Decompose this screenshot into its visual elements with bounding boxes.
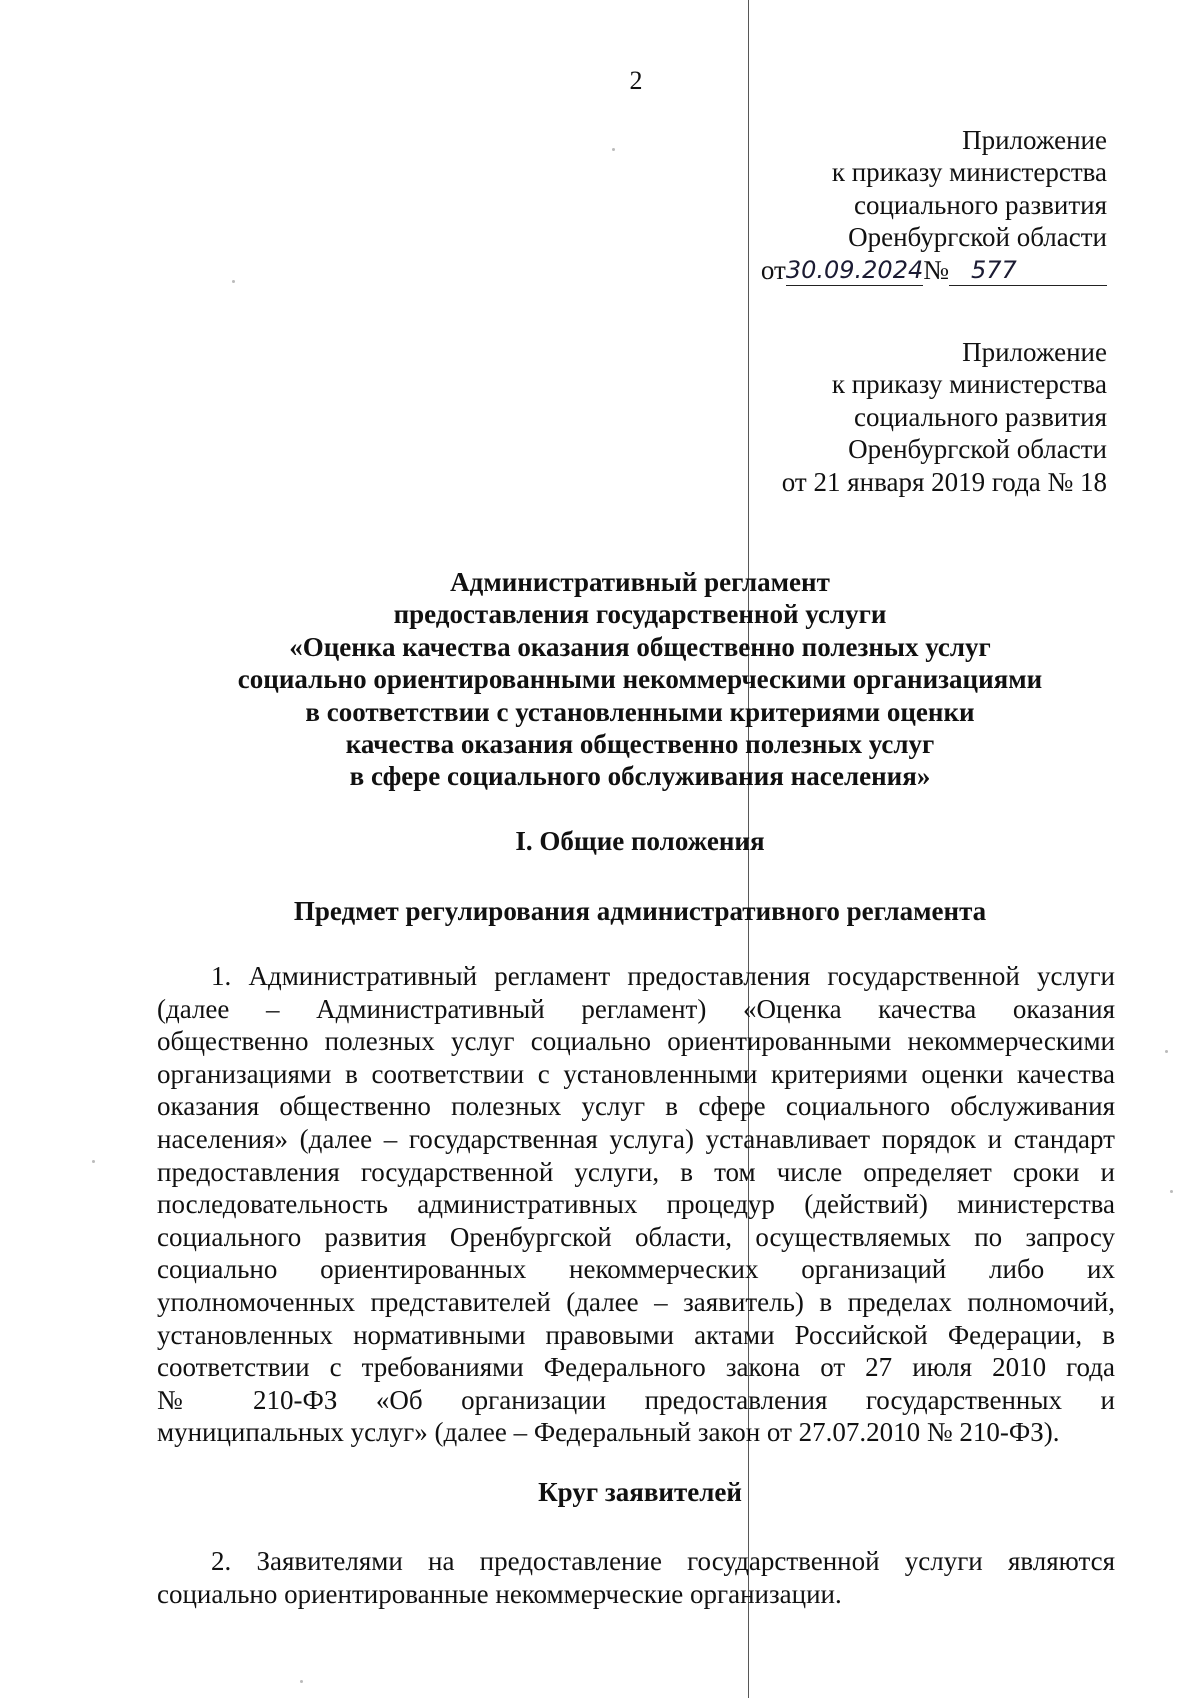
handwritten-date: 30.09.2024 — [785, 256, 924, 285]
paragraph-line: соответствии с требованиями Федерального закона от 27 июля 2010 года — [157, 1352, 1115, 1383]
appendix-block-original — [782, 336, 1107, 498]
paragraph-line: (далее – Административный регламент) «Оценка качества оказания — [157, 993, 1115, 1024]
title-line: в соответствии с установленными критериями оценки — [305, 696, 975, 727]
title-line: в сфере социального обслуживания населения» — [349, 761, 931, 792]
handwritten-order-number: 577 — [949, 255, 1107, 286]
number-label: № — [923, 254, 949, 285]
appendix-line: Приложение — [962, 125, 1107, 155]
scan-speck — [300, 1680, 303, 1683]
title-line: «Оценка качества оказания общественно полезных услуг — [289, 631, 991, 662]
paragraph-line: социально ориентированные некоммерческие организации. — [157, 1578, 842, 1609]
scan-speck — [1170, 1190, 1173, 1193]
subject-heading: Предмет регулирования административного регламента — [293, 896, 987, 926]
appendix-block-new — [761, 124, 1107, 286]
paragraph-line: общественно полезных услуг социально ориентированными некоммерческими — [157, 1026, 1115, 1057]
paragraph-2 — [157, 1545, 1115, 1610]
paragraph-line: установленных нормативными правовыми актами Российской Федерации, в — [157, 1319, 1115, 1350]
appendix-line: Приложение — [962, 337, 1107, 367]
paragraph-line: муниципальных услуг» (далее – Федеральный закон от 27.07.2010 № 210-ФЗ). — [157, 1417, 1060, 1448]
scan-speck — [92, 1160, 95, 1163]
title-line: Административный регламент — [450, 567, 830, 597]
paragraph-line: социального развития Оренбургской области, осуществляемых по запросу — [157, 1221, 1115, 1252]
paragraph-line: № 210-ФЗ «Об организации предоставления государственных и — [157, 1384, 1115, 1415]
paragraph-1 — [157, 960, 1115, 1449]
paragraph-line: организациями в соответствии с установленными критериями оценки качества — [157, 1058, 1115, 1089]
order-date-number-line — [761, 254, 1107, 286]
scan-speck — [612, 148, 615, 151]
scan-speck — [232, 280, 235, 283]
section-heading: I. Общие положения — [515, 826, 765, 856]
appendix-line: социального развития — [853, 189, 1107, 220]
paragraph-line: оказания общественно полезных услуг в сфере социального обслуживания — [157, 1091, 1115, 1122]
paragraph-line: населения» (далее – государственная услуга) устанавливает порядок и стандарт — [157, 1123, 1115, 1154]
appendix-line: социального развития — [853, 401, 1107, 432]
title-line: качества оказания общественно полезных услуг — [345, 729, 935, 760]
from-label: от — [760, 254, 786, 285]
appendix-line: Оренбургской области — [848, 222, 1107, 253]
page-number: 2 — [629, 66, 643, 95]
appendix-line: от 21 января 2019 года № 18 — [781, 466, 1107, 497]
paragraph-line: предоставления государственной услуги, в том числе определяет сроки и — [157, 1156, 1115, 1187]
title-line: социально ориентированными некоммерческими организациями — [237, 664, 1043, 695]
paragraph-line: 2. Заявителями на предоставление государственной услуги являются — [211, 1546, 1115, 1576]
scan-speck — [1165, 1050, 1168, 1053]
paragraph-line: 1. Административный регламент предоставления государственной услуги — [211, 961, 1115, 991]
appendix-line: к приказу министерства — [831, 369, 1107, 400]
title-line: предоставления государственной услуги — [393, 599, 887, 630]
appendix-line: к приказу министерства — [831, 157, 1107, 188]
appendix-line: Оренбургской области — [848, 434, 1107, 465]
paragraph-line: социально ориентированных некоммерческих организаций либо их — [157, 1254, 1115, 1285]
document-title — [200, 566, 1080, 793]
paragraph-line: уполномоченных представителей (далее – заявитель) в пределах полномочий, — [157, 1286, 1115, 1317]
paragraph-line: последовательность административных процедур (действий) министерства — [157, 1189, 1115, 1220]
applicants-heading: Круг заявителей — [538, 1477, 742, 1507]
